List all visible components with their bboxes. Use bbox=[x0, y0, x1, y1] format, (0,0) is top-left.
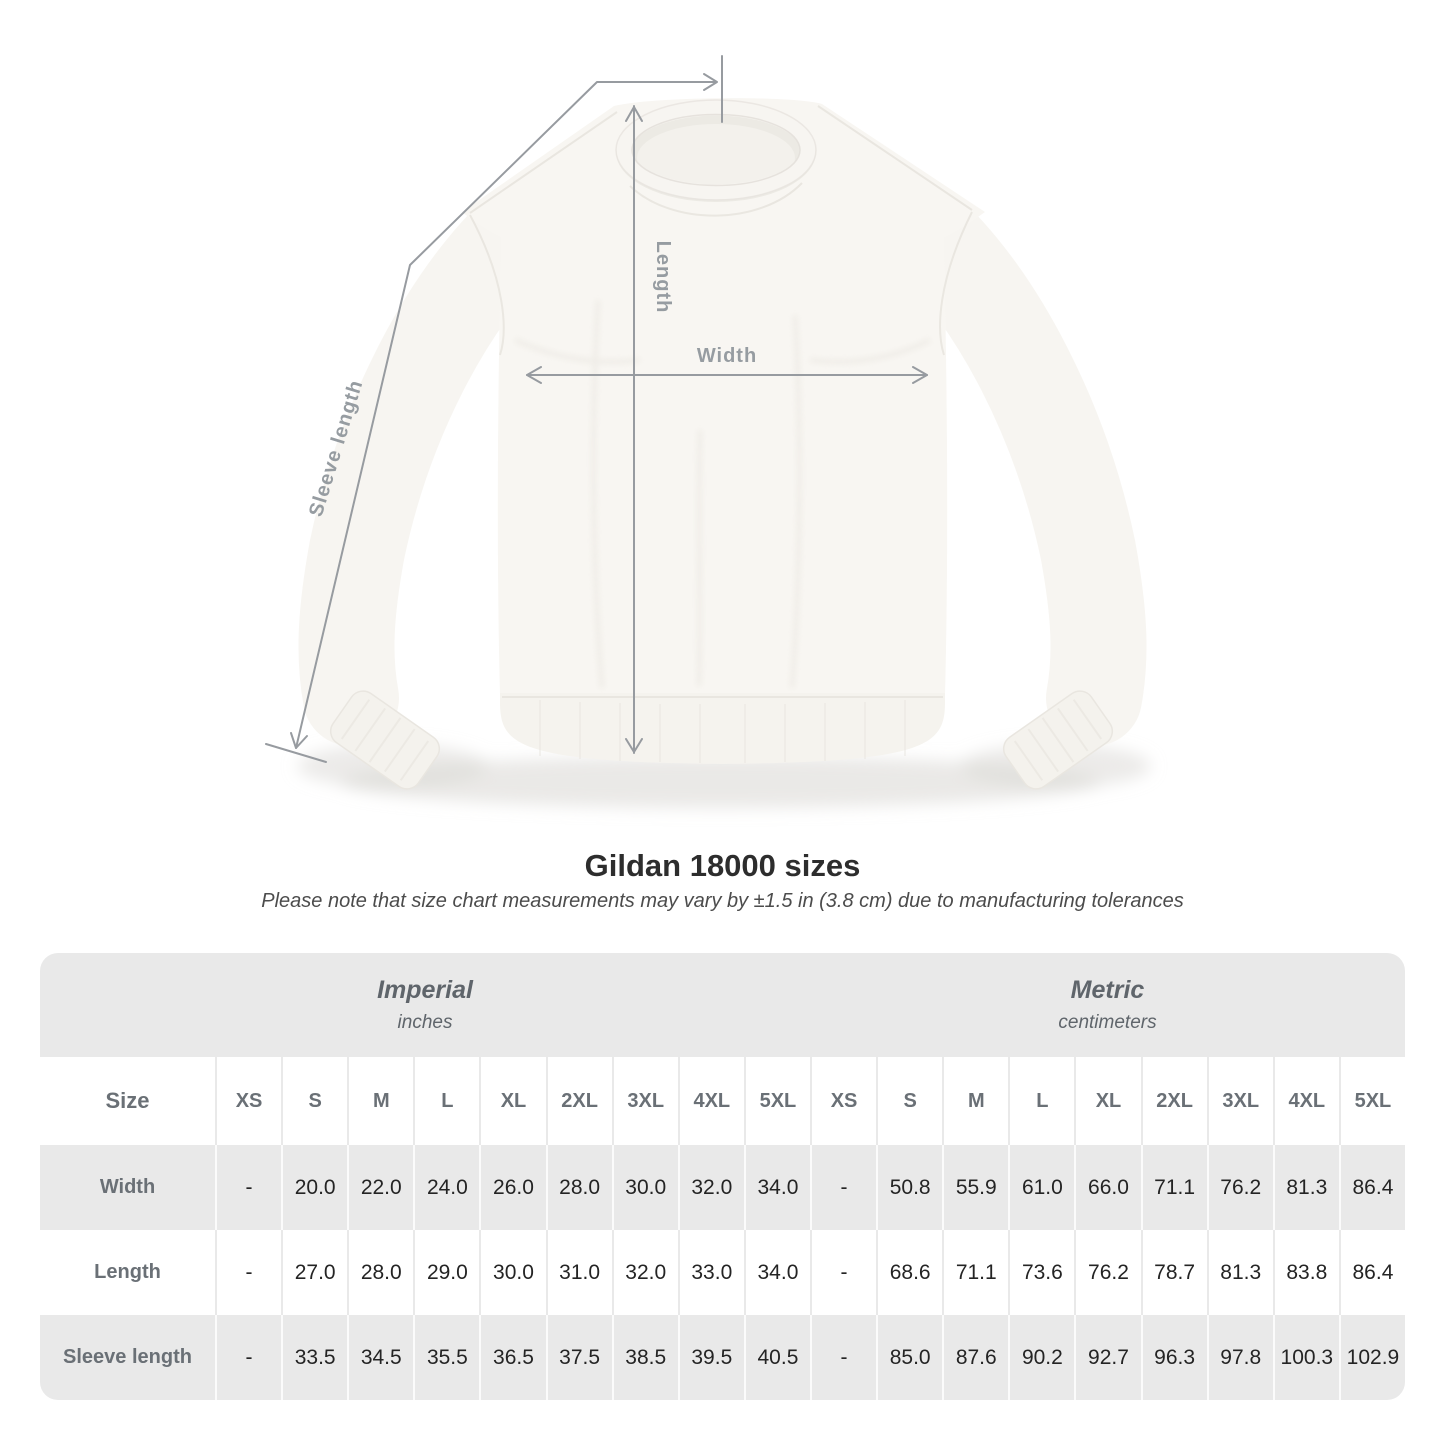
size-header-metric-m: M bbox=[942, 1057, 1008, 1145]
metric-value: 90.2 bbox=[1008, 1315, 1074, 1400]
size-header-imperial-l: L bbox=[413, 1057, 479, 1145]
metric-value: 86.4 bbox=[1339, 1230, 1405, 1315]
metric-value: 55.9 bbox=[942, 1145, 1008, 1230]
imperial-value: - bbox=[215, 1230, 281, 1315]
imperial-value: 32.0 bbox=[678, 1145, 744, 1230]
imperial-value: 30.0 bbox=[612, 1145, 678, 1230]
collar bbox=[616, 100, 816, 202]
metric-value: 50.8 bbox=[876, 1145, 942, 1230]
metric-value: 85.0 bbox=[876, 1315, 942, 1400]
size-header-metric-3xl: 3XL bbox=[1207, 1057, 1273, 1145]
metric-value: 102.9 bbox=[1339, 1315, 1405, 1400]
size-column-header: Size bbox=[40, 1057, 215, 1145]
sweatshirt-body bbox=[498, 210, 947, 695]
imperial-unit: inches bbox=[397, 1012, 453, 1033]
metric-value: 68.6 bbox=[876, 1230, 942, 1315]
size-header-imperial-xl: XL bbox=[479, 1057, 545, 1145]
imperial-value: 33.5 bbox=[281, 1315, 347, 1400]
size-header-metric-s: S bbox=[876, 1057, 942, 1145]
metric-value: - bbox=[810, 1230, 876, 1315]
metric-value: 81.3 bbox=[1207, 1230, 1273, 1315]
metric-title: Metric bbox=[1070, 976, 1145, 1004]
metric-unit: centimeters bbox=[1058, 1012, 1157, 1033]
imperial-value: - bbox=[215, 1315, 281, 1400]
row-label: Sleeve length bbox=[40, 1315, 215, 1400]
size-tolerance-note: Please note that size chart measurements may vary by ±1.5 in (3.8 cm) due to manufacturing tolerances bbox=[261, 890, 1184, 912]
metric-value: 66.0 bbox=[1074, 1145, 1140, 1230]
size-header-metric-2xl: 2XL bbox=[1141, 1057, 1207, 1145]
hem-band bbox=[500, 693, 945, 764]
metric-value: 78.7 bbox=[1141, 1230, 1207, 1315]
imperial-value: 36.5 bbox=[479, 1315, 545, 1400]
size-table bbox=[40, 953, 1405, 1400]
size-header-metric-xl: XL bbox=[1074, 1057, 1140, 1145]
imperial-title: Imperial bbox=[377, 976, 473, 1004]
imperial-value: 34.0 bbox=[744, 1230, 810, 1315]
size-header-imperial-2xl: 2XL bbox=[546, 1057, 612, 1145]
metric-value: 86.4 bbox=[1339, 1145, 1405, 1230]
imperial-value: 28.0 bbox=[546, 1145, 612, 1230]
imperial-value: 34.5 bbox=[347, 1315, 413, 1400]
size-header-metric-l: L bbox=[1008, 1057, 1074, 1145]
sleeve-length-label: Sleeve length bbox=[304, 377, 368, 520]
imperial-value: 33.0 bbox=[678, 1230, 744, 1315]
metric-value: 76.2 bbox=[1207, 1145, 1273, 1230]
width-label: Width bbox=[696, 345, 758, 367]
size-header-imperial-s: S bbox=[281, 1057, 347, 1145]
row-label: Width bbox=[40, 1145, 215, 1230]
size-header-imperial-5xl: 5XL bbox=[744, 1057, 810, 1145]
imperial-value: 26.0 bbox=[479, 1145, 545, 1230]
metric-value: 81.3 bbox=[1273, 1145, 1339, 1230]
metric-value: 83.8 bbox=[1273, 1230, 1339, 1315]
imperial-value: 34.0 bbox=[744, 1145, 810, 1230]
size-header-imperial-4xl: 4XL bbox=[678, 1057, 744, 1145]
size-header-imperial-3xl: 3XL bbox=[612, 1057, 678, 1145]
imperial-value: 37.5 bbox=[546, 1315, 612, 1400]
size-header-imperial-xs: XS bbox=[215, 1057, 281, 1145]
size-table-grid bbox=[40, 1057, 1405, 1400]
imperial-value: 29.0 bbox=[413, 1230, 479, 1315]
imperial-value: 35.5 bbox=[413, 1315, 479, 1400]
imperial-value: 28.0 bbox=[347, 1230, 413, 1315]
metric-value: - bbox=[810, 1145, 876, 1230]
metric-header bbox=[810, 953, 1405, 1057]
imperial-value: 22.0 bbox=[347, 1145, 413, 1230]
imperial-value: 27.0 bbox=[281, 1230, 347, 1315]
metric-value: - bbox=[810, 1315, 876, 1400]
metric-value: 76.2 bbox=[1074, 1230, 1140, 1315]
metric-value: 97.8 bbox=[1207, 1315, 1273, 1400]
metric-value: 100.3 bbox=[1273, 1315, 1339, 1400]
imperial-value: - bbox=[215, 1145, 281, 1230]
size-header-metric-4xl: 4XL bbox=[1273, 1057, 1339, 1145]
size-header-metric-5xl: 5XL bbox=[1339, 1057, 1405, 1145]
metric-value: 87.6 bbox=[942, 1315, 1008, 1400]
imperial-value: 38.5 bbox=[612, 1315, 678, 1400]
unit-header-band bbox=[40, 953, 1405, 1057]
length-label: Length bbox=[652, 240, 674, 314]
metric-value: 61.0 bbox=[1008, 1145, 1074, 1230]
metric-value: 73.6 bbox=[1008, 1230, 1074, 1315]
imperial-header bbox=[40, 953, 810, 1057]
page-title: Gildan 18000 sizes bbox=[584, 848, 861, 883]
imperial-value: 39.5 bbox=[678, 1315, 744, 1400]
metric-value: 96.3 bbox=[1141, 1315, 1207, 1400]
imperial-value: 31.0 bbox=[546, 1230, 612, 1315]
imperial-value: 40.5 bbox=[744, 1315, 810, 1400]
metric-value: 71.1 bbox=[1141, 1145, 1207, 1230]
imperial-value: 24.0 bbox=[413, 1145, 479, 1230]
imperial-value: 32.0 bbox=[612, 1230, 678, 1315]
metric-value: 92.7 bbox=[1074, 1315, 1140, 1400]
metric-value: 71.1 bbox=[942, 1230, 1008, 1315]
size-header-imperial-m: M bbox=[347, 1057, 413, 1145]
imperial-value: 30.0 bbox=[479, 1230, 545, 1315]
imperial-value: 20.0 bbox=[281, 1145, 347, 1230]
size-header-metric-xs: XS bbox=[810, 1057, 876, 1145]
row-label: Length bbox=[40, 1230, 215, 1315]
